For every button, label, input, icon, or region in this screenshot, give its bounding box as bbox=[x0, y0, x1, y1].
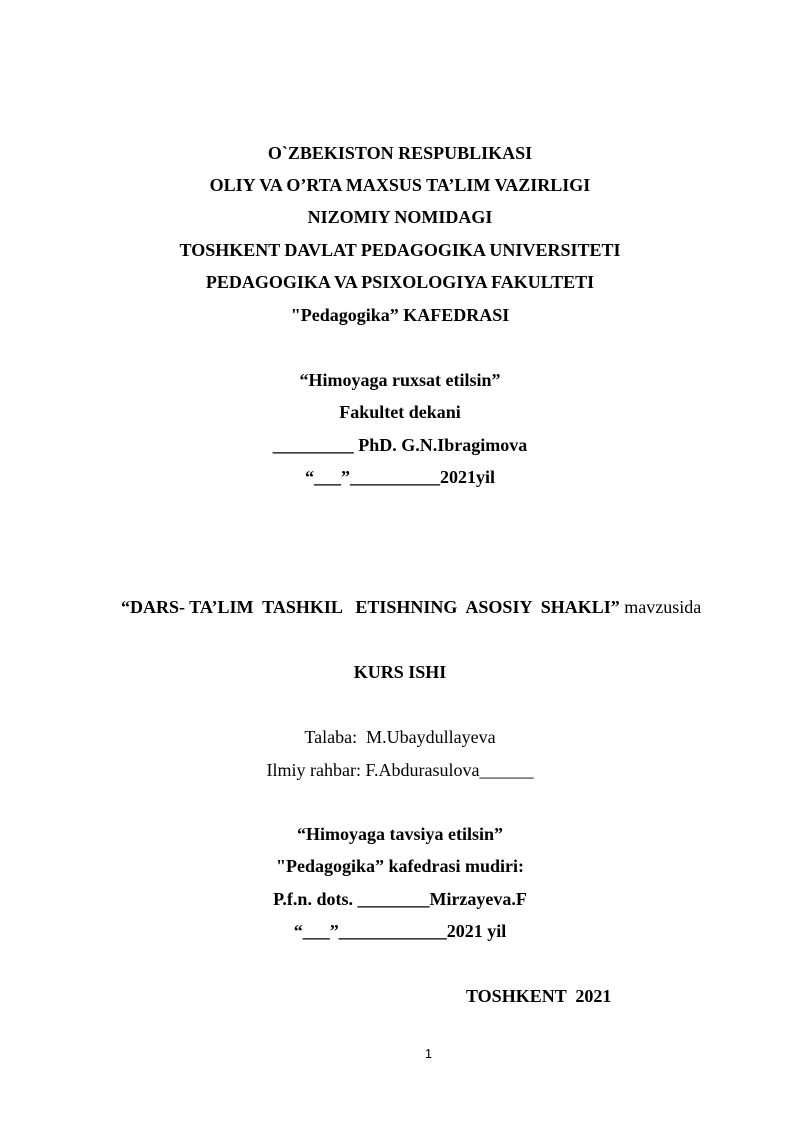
supervisor-line: Ilmiy rahbar: F.Abdurasulova______ bbox=[266, 760, 534, 780]
approval-title: “Himoyaga ruxsat etilsin” bbox=[299, 370, 501, 390]
recommendation-date: “___”____________2021 yil bbox=[293, 921, 507, 941]
ministry-heading: OLIY VA O’RTA MAXSUS TA’LIM VAZIRLIGI bbox=[209, 175, 591, 195]
recommendation-title: “Himoyaga tavsiya etilsin” bbox=[297, 824, 503, 844]
approval-date: “___”__________2021yil bbox=[304, 467, 495, 487]
recommendation-role: "Pedagogika” kafedrasi mudiri: bbox=[275, 856, 524, 876]
named-after-heading: NIZOMIY NOMIDAGI bbox=[307, 207, 493, 227]
topic-suffix: mavzusida bbox=[619, 597, 702, 617]
department-heading: "Pedagogika” KAFEDRASI bbox=[290, 305, 510, 325]
university-heading: TOSHKENT DAVLAT PEDAGOGIKA UNIVERSITETI bbox=[179, 240, 621, 260]
page-number: 1 bbox=[424, 1046, 433, 1061]
topic-line bbox=[121, 596, 701, 618]
recommendation-signature: P.f.n. dots. ________Mirzayeva.F bbox=[273, 889, 527, 909]
work-type: KURS ISHI bbox=[353, 662, 447, 682]
city-year: TOSHKENT 2021 bbox=[466, 986, 612, 1006]
country-heading: O`ZBEKISTON RESPUBLIKASI bbox=[267, 143, 533, 163]
approval-signature: _________ PhD. G.N.Ibragimova bbox=[272, 435, 528, 455]
topic-title: “DARS- TA’LIM TASHKIL ETISHNING ASOSIY SHAKLI” bbox=[121, 597, 620, 617]
approval-role: Fakultet dekani bbox=[339, 402, 461, 422]
faculty-heading: PEDAGOGIKA VA PSIXOLOGIYA FAKULTETI bbox=[205, 272, 595, 292]
student-line: Talaba: M.Ubaydullayeva bbox=[304, 727, 496, 747]
